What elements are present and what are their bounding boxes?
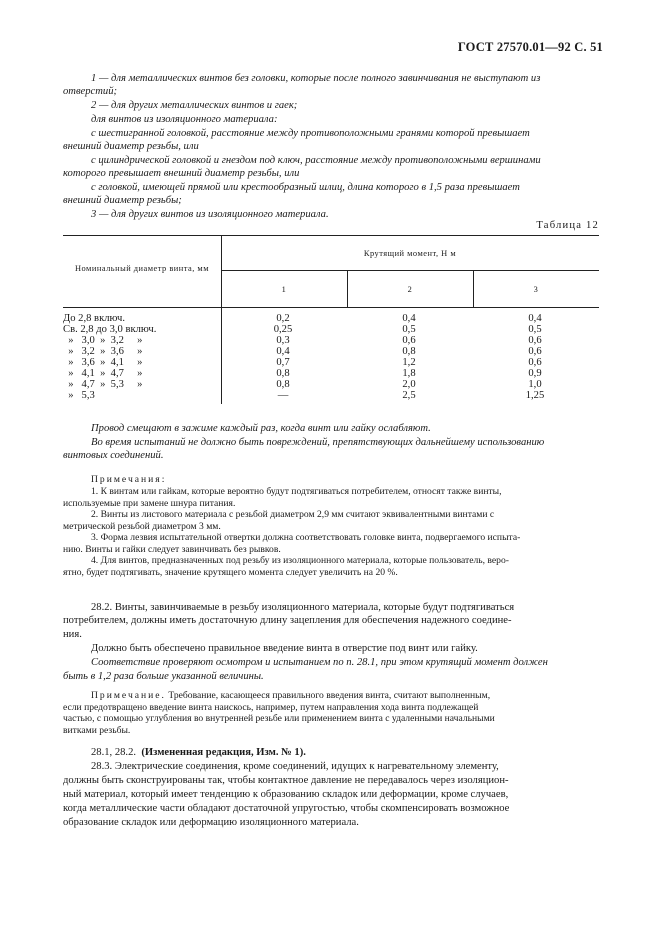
table-caption: Таблица 12	[536, 220, 599, 231]
after-table-line: винтовых соединений.	[63, 450, 164, 461]
note2-text: Требование, касающееся правильного введения винта, считают выполненным,	[165, 690, 491, 701]
row-value: 0,4	[276, 346, 290, 357]
intro-line: внешний диаметр резьбы;	[63, 195, 182, 206]
note2-line: витками резьбы.	[63, 725, 131, 736]
col-number: 2	[407, 285, 413, 294]
row-diameter: » 3,6 » 4,1 »	[63, 357, 143, 368]
note2-line: если предотвращено введение винта наискось, например, путем направления хода винта подлежащей	[63, 702, 479, 713]
row-value: 0,6	[528, 335, 542, 346]
note-line: используемые при замене шнура питания.	[63, 498, 236, 509]
row-value: 0,7	[276, 357, 290, 368]
intro-line: с шестигранной головкой, расстояние между противоположными гранями которой превышает	[91, 128, 530, 139]
row-value: 0,6	[528, 357, 542, 368]
note2-first-line	[91, 690, 490, 702]
row-value: 0,6	[402, 335, 416, 346]
section-28-2-line: ния.	[63, 629, 82, 640]
row-diameter: » 4,7 » 5,3 »	[63, 379, 143, 390]
note-line: ятно, будет подтягивать, значение крутящего момента следует увеличить на 20 %.	[63, 567, 398, 578]
col-header-torque: Крутящий момент, Н м	[363, 249, 457, 258]
note-line: 4. Для винтов, предназначенных под резьбу из изоляционного материала, которые пользователь, веро-	[91, 555, 509, 566]
row-value: 1,8	[402, 368, 416, 379]
row-diameter: Св. 2,8 до 3,0 включ.	[63, 324, 157, 335]
row-diameter: » 3,0 » 3,2 »	[63, 335, 143, 346]
row-value: 0,5	[528, 324, 542, 335]
row-value: 2,5	[402, 390, 416, 401]
note2-line: частью, с помощью углубления во внутренней резьбе или применением винта с удаленными начальными	[63, 713, 495, 724]
intro-line: 2 — для других металлических винтов и гаек;	[91, 100, 298, 111]
section-28-2-line: потребителем, должны иметь достаточную длину зацепления для обеспечения надежного соедине-	[63, 615, 512, 626]
col-header-diameter: Номинальный диаметр винта, мм	[74, 264, 210, 273]
section-28-2-line: 28.2. Винты, завинчиваемые в резьбу изоляционного материала, которые будут подтягиваться	[91, 602, 515, 613]
amendment-text: (Измененная редакция, Изм. № 1).	[141, 747, 306, 758]
section-28-3-line: ный материал, который имеет тенденцию к образованию складок или деформации, кроме случаев,	[63, 789, 509, 800]
page-header: ГОСТ 27570.01—92 С. 51	[457, 40, 603, 54]
row-diameter: » 5,3	[63, 390, 95, 401]
table-rule-top	[63, 235, 599, 236]
note2-title: Примечание.	[91, 690, 166, 701]
section-28-3-line: должны быть сконструированы так, чтобы контактное давление не передавалось через изоляцион-	[63, 775, 509, 786]
intro-line: с головкой, имеющей прямой или крестообразный шлиц, длина которого в 1,5 раза превышает	[91, 182, 520, 193]
intro-line: для винтов из изоляционного материала:	[91, 114, 278, 125]
row-value: 1,2	[402, 357, 416, 368]
row-value: —	[277, 390, 289, 401]
col-number: 3	[533, 285, 539, 294]
amendment-line	[91, 746, 306, 759]
note-line: 2. Винты из листового материала с резьбой диаметром 2,9 мм считают эквивалентными винтами с	[91, 509, 495, 520]
row-value: 0,5	[402, 324, 416, 335]
intro-line: с цилиндрической головкой и гнездом под ключ, расстояние между противоположными вершинами	[91, 155, 541, 166]
note-line: 1. К винтам или гайкам, которые вероятно будут подтягиваться потребителем, относят также винты,	[91, 486, 502, 497]
section-28-3-line: 28.3. Электрические соединения, кроме соединений, идущих к нагревательному элементу,	[91, 761, 499, 772]
row-value: 0,6	[528, 346, 542, 357]
note-line: 3. Форма лезвия испытательной отвертки должна соответствовать головке винта, подвергаемого испыта-	[91, 532, 521, 543]
after-table-line: Во время испытаний не должно быть повреждений, препятствующих дальнейшему использованию	[91, 437, 545, 448]
section-28-3-line: образование складок или деформацию изоляционного материала.	[63, 817, 359, 828]
section-28-3-line: когда металлические части обладают достаточной упругостью, чтобы скомпенсировать возможное	[63, 803, 510, 814]
row-value: 1,0	[528, 379, 542, 390]
requirement-line: Должно быть обеспечено правильное введение винта в отверстие под винт или гайку.	[91, 643, 478, 654]
row-value: 0,4	[402, 313, 416, 324]
intro-line: отверстий;	[63, 86, 118, 97]
check-line: быть в 1,2 раза больше указанной величины.	[63, 671, 264, 682]
row-value: 0,2	[276, 313, 290, 324]
table-rule-mid	[221, 270, 599, 271]
row-value: 0,3	[276, 335, 290, 346]
row-value: 0,9	[528, 368, 542, 379]
intro-line: 3 — для других винтов из изоляционного материала.	[91, 209, 329, 220]
row-diameter: До 2,8 включ.	[63, 313, 125, 324]
notes-title: Примечания:	[91, 474, 167, 485]
row-value: 0,8	[276, 368, 290, 379]
col-number: 1	[281, 285, 287, 294]
row-value: 0,8	[276, 379, 290, 390]
row-value: 0,4	[528, 313, 542, 324]
row-value: 0,25	[273, 324, 293, 335]
table-divider	[221, 235, 222, 404]
row-value: 1,25	[525, 390, 545, 401]
row-value: 0,8	[402, 346, 416, 357]
amendment-prefix: 28.1, 28.2.	[91, 747, 137, 758]
intro-line: которого превышает внешний диаметр резьбы, или	[63, 168, 300, 179]
row-diameter: » 3,2 » 3,6 »	[63, 346, 143, 357]
row-diameter: » 4,1 » 4,7 »	[63, 368, 143, 379]
table-rule-header-bottom	[63, 307, 599, 308]
after-table-line: Провод смещают в зажиме каждый раз, когда винт или гайку ослабляют.	[91, 423, 431, 434]
note-line: метрической резьбой диаметром 3 мм.	[63, 521, 221, 532]
intro-line: внешний диаметр резьбы, или	[63, 141, 199, 152]
note-line: нию. Винты и гайки следует завинчивать без рывков.	[63, 544, 281, 555]
intro-line: 1 — для металлических винтов без головки, которые после полного завинчивания не выступают из	[91, 73, 541, 84]
row-value: 2,0	[402, 379, 416, 390]
check-line: Соответствие проверяют осмотром и испытанием по п. 28.1, при этом крутящий момент должен	[91, 657, 548, 668]
